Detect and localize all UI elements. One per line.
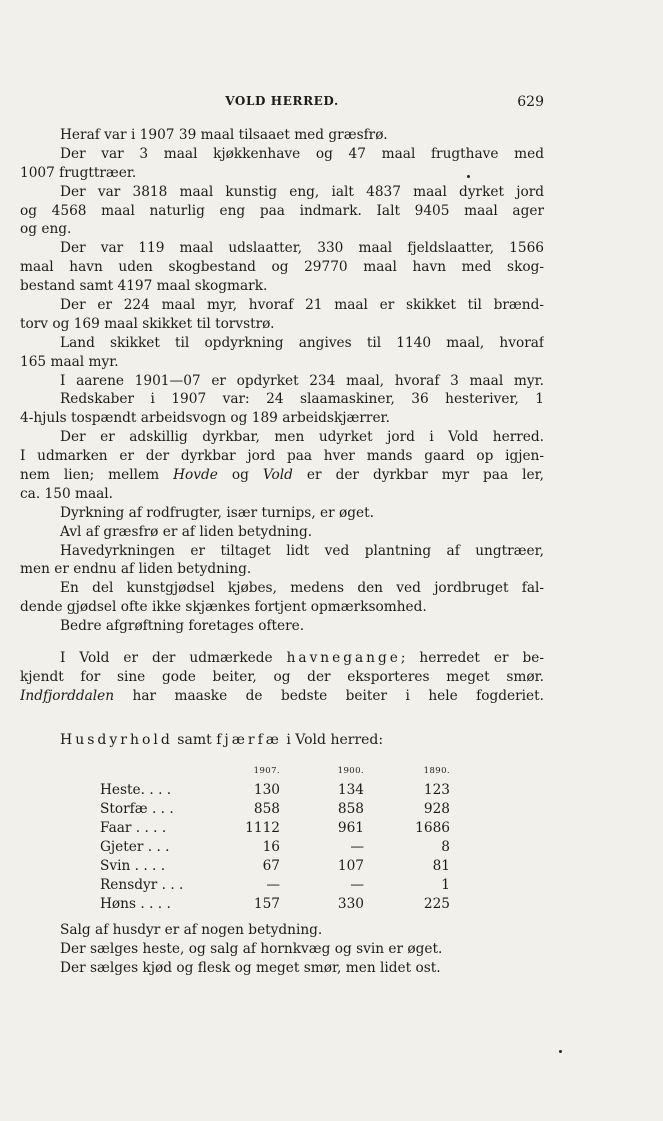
closing-text [20, 921, 544, 978]
place-name-indfjorddalen: Indfjorddalen [20, 687, 115, 704]
text-line: 4-hjuls tospændt arbeidsvogn og 189 arbeidskjærrer. [20, 410, 390, 427]
table-row [100, 780, 450, 799]
cell-1900: 107 [337, 857, 364, 874]
cell-1890: 123 [423, 781, 450, 798]
table-row [100, 818, 450, 837]
text-line: 1007 frugttræer. [20, 164, 137, 181]
page-number: 629 [517, 94, 544, 110]
text-run: er der dyrkbar myr paa ler, [292, 467, 544, 484]
cell-1907: 130 [253, 781, 280, 798]
paragraph-gap [20, 636, 544, 649]
cell-1890: 928 [423, 800, 450, 817]
text-run: og [217, 467, 263, 484]
running-header [20, 94, 544, 114]
text-line: Der var 3818 maal kunstig eng, ialt 4837 maal dyrket jord [60, 183, 544, 200]
cell-1900: 961 [337, 819, 364, 836]
cell-1900: — [350, 876, 364, 893]
text-line: ca. 150 maal. [20, 485, 114, 502]
text-line: Avl af græsfrø er af liden betydning. [60, 523, 313, 540]
row-label: Heste. . . . [100, 781, 172, 798]
text-line [20, 649, 544, 668]
text-line: Der sælges heste, og salg af hornkvæg og svin er øget. [60, 940, 443, 957]
text-line: Der var 3 maal kjøkkenhave og 47 maal frugthave med [60, 145, 544, 162]
header-cell [100, 761, 240, 780]
text-line: bestand samt 4197 maal skogmark. [20, 278, 268, 295]
place-name-hovde: Hovde [173, 467, 218, 484]
text-line: Der er 224 maal myr, hvoraf 21 maal er skikket til brænd- [60, 297, 544, 314]
text-run: har maaske de bedste beiter i hele fogderiet. [114, 687, 544, 704]
table-header-row [100, 761, 450, 780]
place-name-vold: Vold [262, 467, 293, 484]
text-line: og 4568 maal naturlig eng paa indmark. Ialt 9405 maal ager [20, 202, 544, 219]
table-title [60, 732, 383, 748]
table-row [100, 856, 450, 875]
cell-1907: 67 [262, 857, 280, 874]
text-line: Der sælges kjød og flesk og meget smør, men lidet ost. [60, 959, 441, 976]
spaced-word: fjærfæ [216, 732, 282, 748]
table-row [100, 837, 450, 856]
cell-1890: 225 [423, 895, 450, 912]
table-row [100, 894, 450, 913]
text-line: Redskaber i 1907 var: 24 slaamaskiner, 36 hesteriver, 1 [60, 391, 544, 408]
cell-1900: 330 [337, 895, 364, 912]
text-line: dende gjødsel ofte ikke skjænkes fortjent opmærksomhed. [20, 599, 427, 616]
text-run: i Vold herred: [281, 732, 384, 748]
spaced-word: havnegange [286, 650, 401, 667]
text-run: ; herredet er be- [400, 650, 544, 667]
text-line: Dyrkning af rodfrugter, især turnips, er øget. [60, 504, 374, 521]
row-label: Storfæ . . . [100, 800, 174, 817]
text-line: En del kunstgjødsel kjøbes, medens den ved jordbruget fal- [60, 580, 544, 597]
row-label: Rensdyr . . . [100, 876, 184, 893]
year-header: 1890. [423, 765, 450, 776]
year-header: 1907. [253, 765, 280, 776]
cell-1900: 858 [337, 800, 364, 817]
text-line: I udmarken er der dyrkbar jord paa hver mands gaard op igjen- [20, 448, 544, 465]
text-run: nem lien; mellem [20, 467, 174, 484]
ink-speck [467, 175, 470, 178]
row-label: Gjeter . . . [100, 838, 170, 855]
table-row [100, 799, 450, 818]
cell-1890: 81 [432, 857, 450, 874]
livestock-table [100, 761, 450, 913]
text-line: men er endnu af liden betydning. [20, 561, 252, 578]
cell-1890: 8 [441, 838, 450, 855]
text-line: Der var 119 maal udslaatter, 330 maal fjeldslaatter, 1566 [60, 240, 544, 257]
text-line: Bedre afgrøftning foretages oftere. [60, 618, 305, 635]
cell-1907: 1112 [245, 819, 280, 836]
text-line [20, 466, 544, 485]
cell-1890: 1 [441, 876, 450, 893]
ink-speck [559, 1050, 562, 1053]
row-label: Svin . . . . [100, 857, 166, 874]
year-header: 1900. [337, 765, 364, 776]
header-title: VOLD HERRED. [225, 94, 339, 108]
row-label: Faar . . . . [100, 819, 167, 836]
text-line: Salg af husdyr er af nogen betydning. [60, 922, 323, 938]
cell-1907: 16 [262, 838, 280, 855]
text-run: samt [172, 732, 217, 748]
text-line: Der er adskillig dyrkbar, men udyrket jord i Vold herred. [60, 429, 544, 446]
cell-1907: 157 [253, 895, 280, 912]
text-line: Heraf var i 1907 39 maal tilsaaet med græsfrø. [60, 127, 388, 143]
text-line [20, 687, 544, 706]
text-run: I Vold er der udmærkede [60, 650, 287, 667]
text-line: I aarene 1901—07 er opdyrket 234 maal, hvoraf 3 maal myr. [60, 372, 544, 389]
cell-1900: 134 [337, 781, 364, 798]
row-label: Høns . . . . [100, 895, 171, 912]
cell-1890: 1686 [415, 819, 450, 836]
text-line: kjendt for sine gode beiter, og der eksporteres meget smør. [20, 668, 544, 685]
text-line: Havedyrkningen er tiltaget lidt ved plantning af ungtræer, [60, 542, 544, 559]
cell-1900: — [350, 838, 364, 855]
spaced-word: Husdyrhold [60, 732, 173, 748]
body-text [20, 126, 544, 706]
table-row [100, 875, 450, 894]
text-line: Land skikket til opdyrkning angives til 1140 maal, hvoraf [60, 334, 544, 351]
text-line: 165 maal myr. [20, 353, 119, 370]
text-line: og eng. [20, 221, 72, 238]
cell-1907: — [266, 876, 280, 893]
cell-1907: 858 [253, 800, 280, 817]
text-line: maal havn uden skogbestand og 29770 maal havn med skog- [20, 259, 544, 276]
text-line: torv og 169 maal skikket til torvstrø. [20, 315, 275, 332]
